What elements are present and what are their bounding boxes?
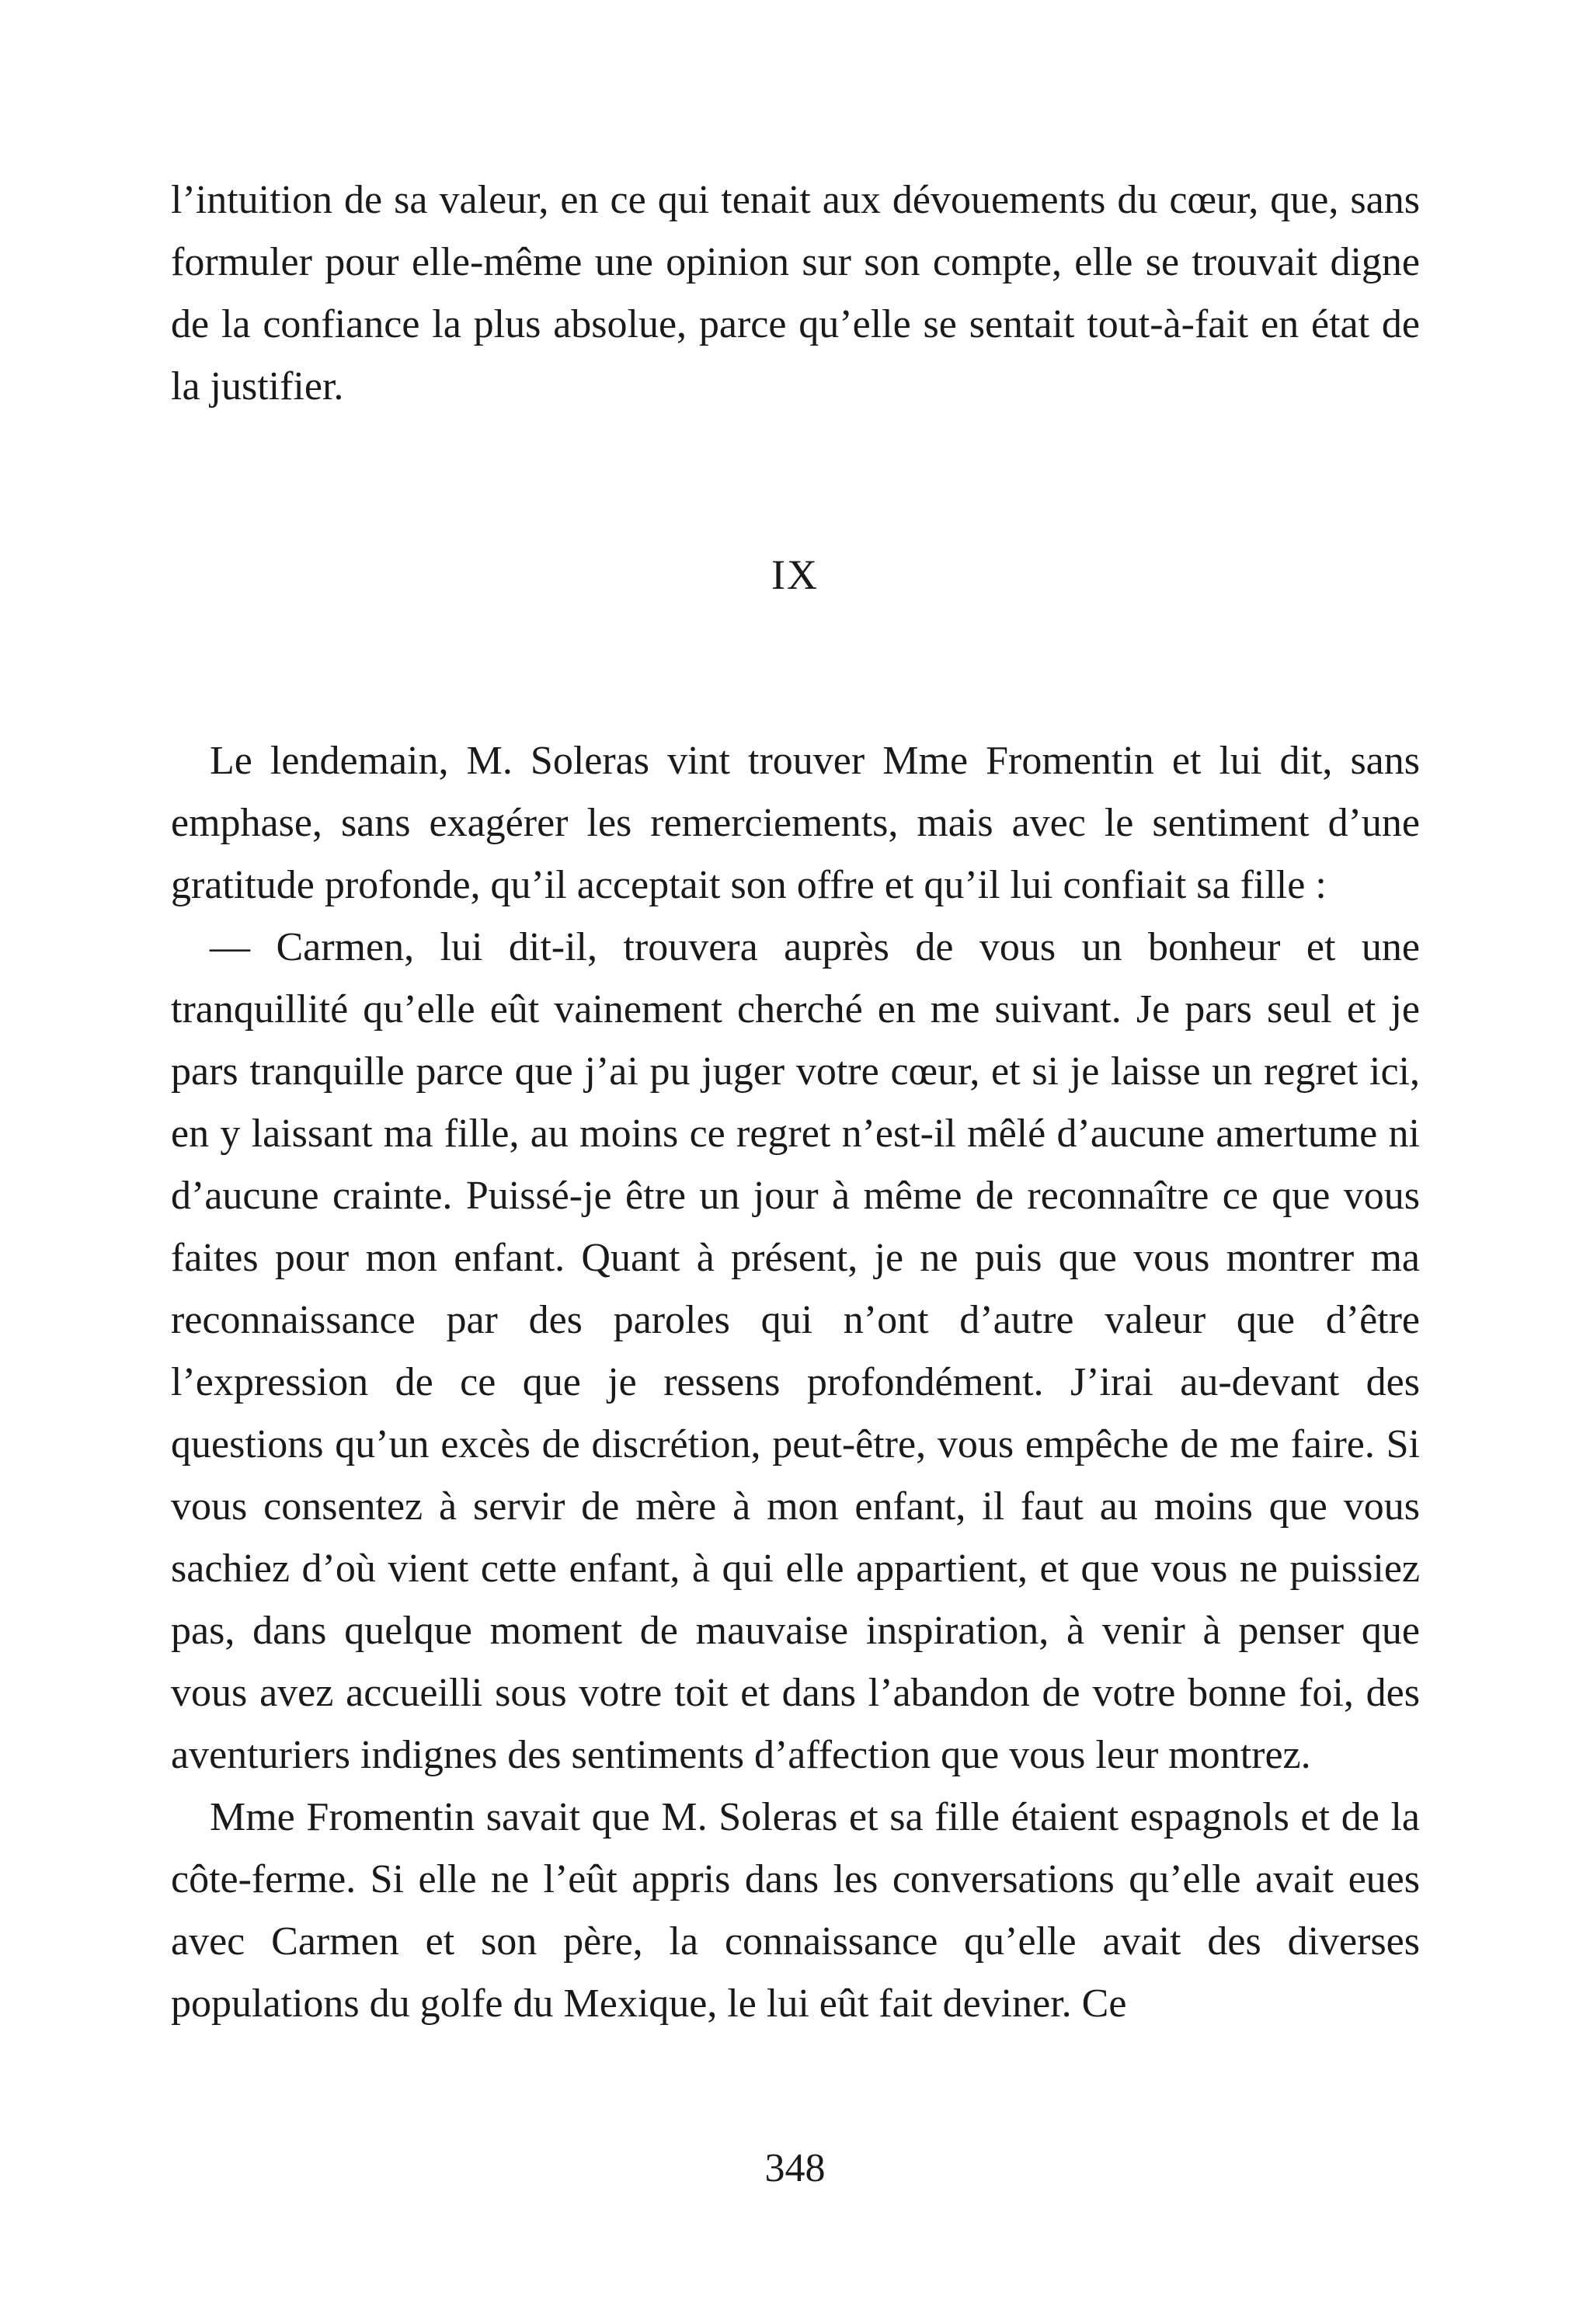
- paragraph-2-dialogue: — Carmen, lui dit-il, trouvera auprès de vous un bonheur et une tranquillité qu’elle eût vainement cherché en me suivant. Je pars seul et je pars tranquille parce que j’ai pu juger votre cœur, et si je laisse un regret ici, en y laissant ma fille, au moins ce regret n’est-il mêlé d’aucune amertume ni d’aucune crainte. Puissé-je être un jour à même de reconnaître ce que vous faites pour mon enfant. Quant à présent, je ne puis que vous montrer ma reconnaissance par des paroles qui n’ont d’autre valeur que d’être l’expression de ce que je ressens profondément. J’irai au-devant des questions qu’un excès de discrétion, peut-être, vous empêche de me faire. Si vous consentez à servir de mère à mon enfant, il faut au moins que vous sachiez d’où vient cette enfant, à qui elle appartient, et que vous ne puissiez pas, dans quelque moment de mauvaise inspiration, à venir à penser que vous avez accueilli sous votre toit et dans l’abandon de votre bonne foi, des aventuriers indignes des sentiments d’affection que vous leur montrez.: [171, 925, 1420, 1777]
- paragraph-3: Mme Fromentin savait que M. Soleras et sa fille étaient espagnols et de la côte-ferme. Si elle ne l’eût appris dans les conversations qu’elle avait eues avec Carmen et son père, la connaissance qu’elle avait des diverses populations du golfe du Mexique, le lui eût fait deviner. Ce: [171, 1795, 1420, 2026]
- page-number: 348: [764, 2146, 826, 2190]
- paragraph-1: Le lendemain, M. Soleras vint trouver Mme Fromentin et lui dit, sans emphase, sans exagérer les remerciements, mais avec le sentiment d’une gratitude profonde, qu’il acceptait son offre et qu’il lui confiait sa fille :: [171, 739, 1420, 907]
- opening-text-block: [171, 169, 1420, 418]
- chapter-text-block: [171, 730, 1420, 2035]
- opening-paragraph: l’intuition de sa valeur, en ce qui tenait aux dévouements du cœur, que, sans formuler pour elle-même une opinion sur son compte, elle se trouvait digne de la confiance la plus absolue, parce qu’elle se sentait tout-à-fait en état de la justifier.: [171, 178, 1420, 409]
- chapter-heading: IX: [771, 551, 819, 598]
